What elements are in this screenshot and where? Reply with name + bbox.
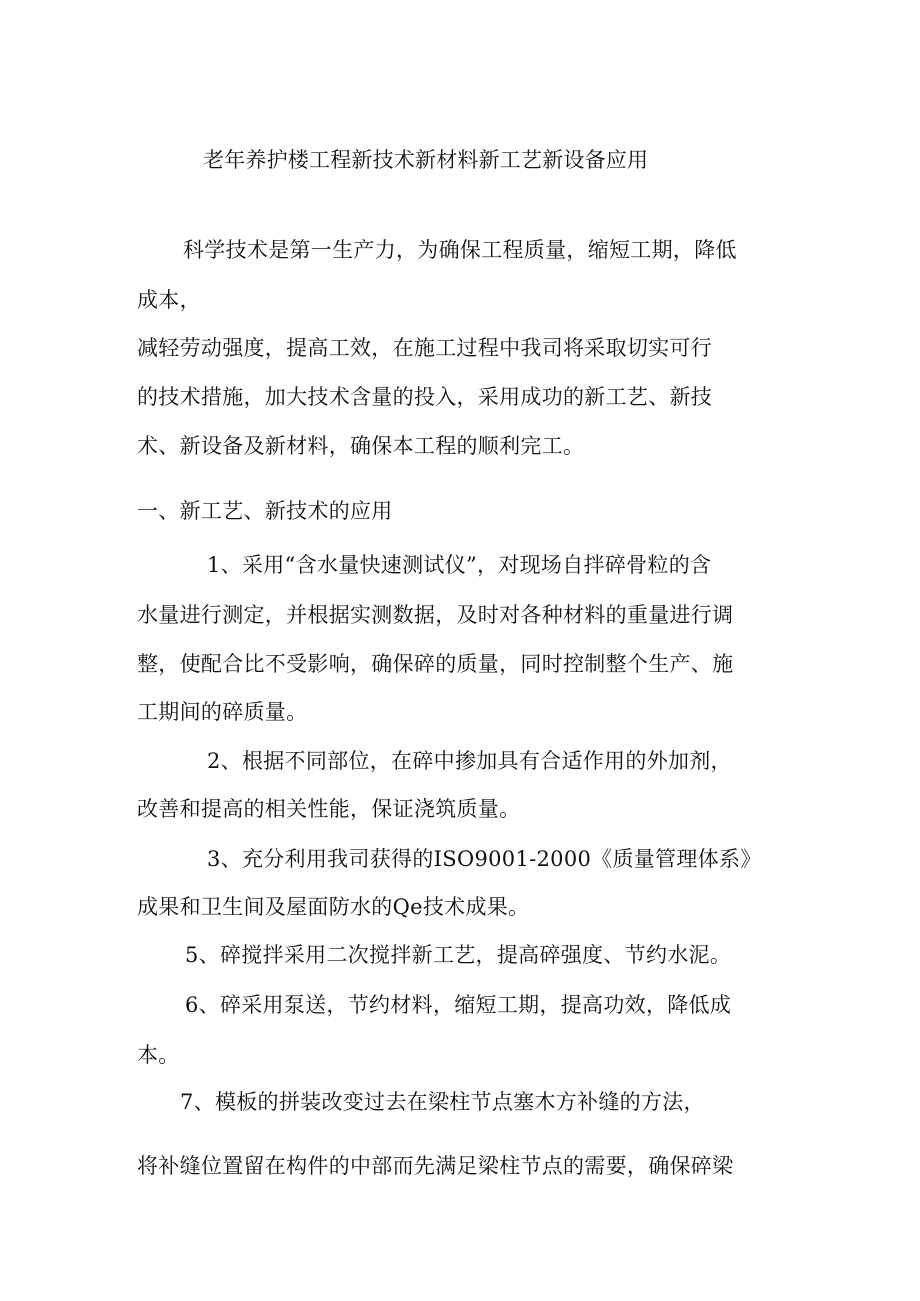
item-2-line: 改善和提高的相关性能，保证浇筑质量。 bbox=[137, 797, 521, 821]
section-heading: 一、新工艺、新技术的应用 bbox=[137, 499, 393, 523]
intro-line: 术、新设备及新材料，确保本工程的顺利完工。 bbox=[137, 434, 585, 458]
item-6-line: 6、碎采用泵送，节约材料，缩短工期，提高功效，降低成 bbox=[185, 993, 732, 1017]
item-3-line: 3、充分利用我司获得的ISO9001-2000《质量管理体系》 bbox=[207, 847, 762, 871]
item-1-line: 水量进行测定，并根据实测数据，及时对各种材料的重量进行调 bbox=[137, 603, 734, 627]
document-title: 老年养护楼工程新技术新材料新工艺新设备应用 bbox=[203, 148, 649, 172]
item-3-line: 成果和卫生间及屋面防水的Qe技术成果。 bbox=[137, 895, 530, 919]
intro-line: 的技术措施，加大技术含量的投入，采用成功的新工艺、新技 bbox=[137, 385, 713, 409]
intro-line: 成本， bbox=[137, 288, 201, 312]
intro-line: 减轻劳动强度，提高工效，在施工过程中我司将采取切实可行 bbox=[137, 336, 713, 360]
item-5-line: 5、碎搅拌采用二次搅拌新工艺，提高碎强度、节约水泥。 bbox=[185, 943, 732, 967]
item-2-line: 2、根据不同部位，在碎中掺加具有合适作用的外加剂， bbox=[207, 749, 732, 773]
item-6-line: 本。 bbox=[137, 1043, 180, 1067]
item-7-continuation: 将补缝位置留在构件的中部而先满足梁柱节点的需要，确保碎梁 bbox=[137, 1154, 734, 1178]
item-1-line: 整，使配合比不受影响，确保碎的质量，同时控制整个生产、施 bbox=[137, 652, 734, 676]
item-7-line: 7、模板的拼装改变过去在梁柱节点塞木方补缝的方法， bbox=[180, 1090, 705, 1114]
item-1-line: 工期间的碎质量。 bbox=[137, 700, 308, 724]
intro-line: 科学技术是第一生产力，为确保工程质量，缩短工期，降低 bbox=[183, 238, 737, 262]
item-1-line: 1、采用“含水量快速测试仪”，对现场自拌碎骨粒的含 bbox=[207, 553, 712, 577]
